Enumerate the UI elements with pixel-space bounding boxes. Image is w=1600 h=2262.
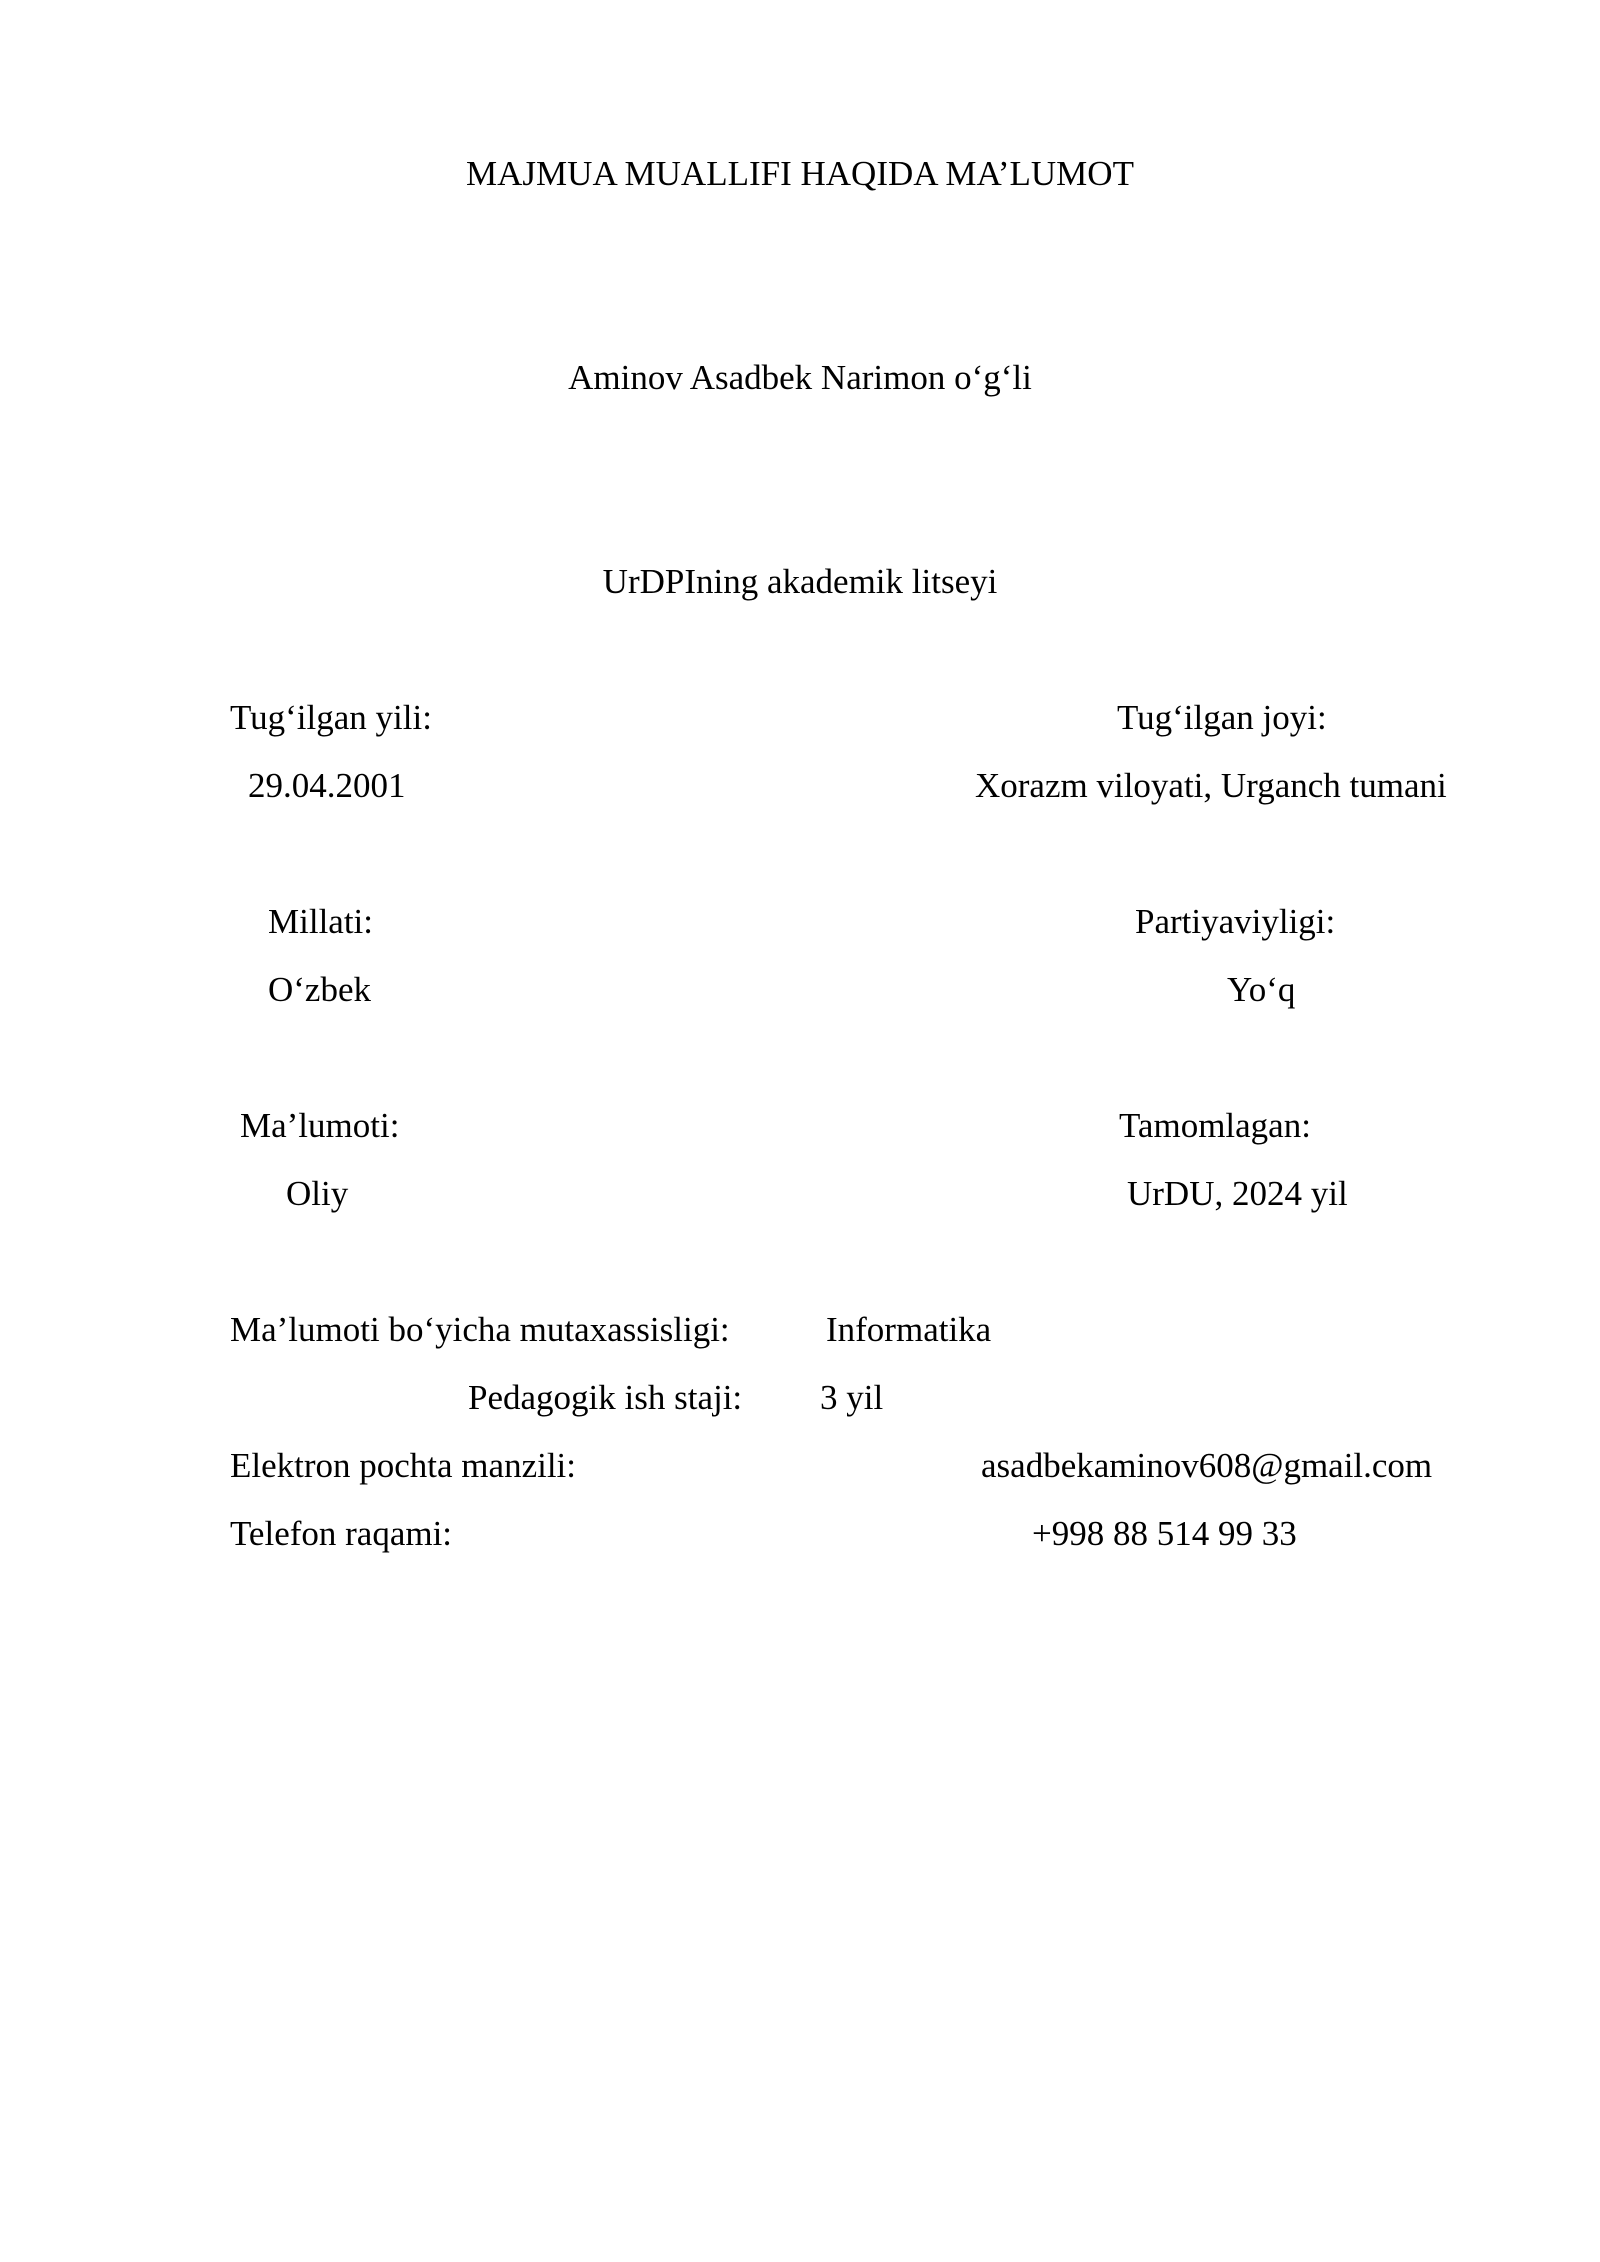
- birth-year-value: 29.04.2001: [248, 766, 406, 805]
- author-name: Aminov Asadbek Narimon o‘g‘li: [568, 358, 1032, 397]
- phone-value: +998 88 514 99 33: [1032, 1514, 1297, 1553]
- party-value: Yo‘q: [1227, 970, 1296, 1009]
- education-label: Ma’lumoti:: [240, 1106, 400, 1145]
- email-label: Elektron pochta manzili:: [230, 1446, 577, 1485]
- nationality-value: O‘zbek: [268, 970, 372, 1009]
- specialty-label: Ma’lumoti bo‘yicha mutaxassisligi:: [230, 1310, 730, 1349]
- workplace: UrDPIning akademik litseyi: [602, 562, 998, 601]
- graduated-value: UrDU, 2024 yil: [1127, 1174, 1348, 1213]
- graduated-label: Tamomlagan:: [1119, 1106, 1311, 1145]
- document-title: MAJMUA MUALLIFI HAQIDA MA’LUMOT: [466, 154, 1134, 193]
- birth-place-value: Xorazm viloyati, Urganch tumani: [975, 766, 1447, 805]
- birth-place-label: Tug‘ilgan joyi:: [1117, 698, 1327, 737]
- specialty-value: Informatika: [826, 1310, 992, 1349]
- nationality-label: Millati:: [268, 902, 373, 941]
- birth-year-label: Tug‘ilgan yili:: [230, 698, 432, 737]
- experience-value: 3 yil: [820, 1378, 884, 1417]
- experience-label: Pedagogik ish staji:: [468, 1378, 743, 1417]
- email-value: asadbekaminov608@gmail.com: [981, 1446, 1433, 1485]
- phone-label: Telefon raqami:: [230, 1514, 453, 1553]
- party-label: Partiyaviyligi:: [1135, 902, 1336, 941]
- education-value: Oliy: [286, 1174, 349, 1213]
